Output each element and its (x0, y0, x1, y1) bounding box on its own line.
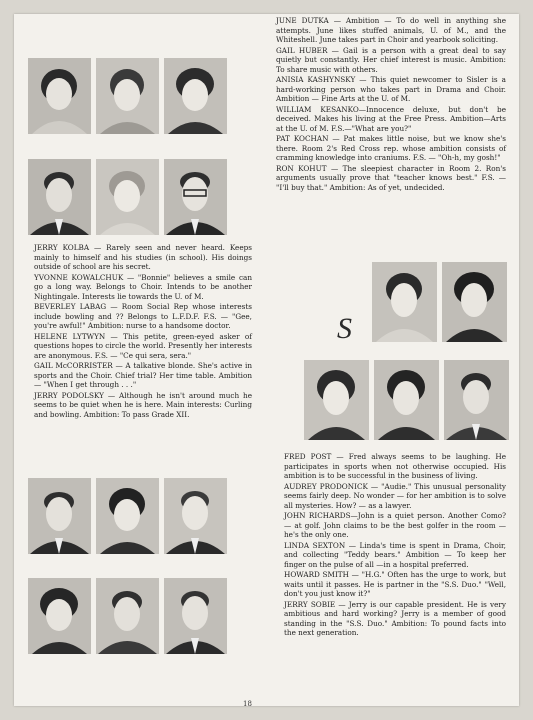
bio-column-right-top (276, 16, 506, 192)
portrait-photo (96, 578, 159, 654)
bio-entry: GAIL McCORRISTER — A talkative blonde. She's active in sports and the Choir. Chief trial? Her time table. Ambition — "When I get through . . ." (34, 361, 252, 389)
bio-entry: HELENE LYTWYN — This petite, green-eyed asker of questions hopes to circle the world. Presently her interests are anonymous. F.S. — "Ce qui sera, sera." (34, 331, 252, 360)
bio-entry: LINDA SEXTON — Linda's time is spent in Drama, Choir, and collecting "Teddy bears." Ambition — To keep her finger on the pulse of all —in a hospital preferred. (284, 540, 506, 569)
bio-entry: WILLIAM KESANKO—Innocence deluxe, but don't be deceived. Makes his living at the Free Press. Ambition—Arts at the U. of M. F.S.—"What are you?" (276, 104, 506, 133)
portrait-photo (96, 159, 159, 235)
portrait-photo (28, 478, 91, 554)
portrait-photo (372, 262, 437, 342)
bio-entry: BEVERLEY LABAG — Room Social Rep whose interests include bowling and ?? Belongs to L.F.D.F. F.S. — "Gee, you're awful!" Ambition: nurse to a handsome doctor. (34, 302, 252, 330)
portrait-photo (164, 578, 227, 654)
portrait-photo (444, 360, 509, 440)
bio-entry: GAIL HUBER — Gail is a person with a great deal to say quietly but constantly. Her chief interest is music. Ambition: To share music with others. (276, 45, 506, 74)
bio-entry: FRED POST — Fred always seems to be laughing. He participates in sports when not otherwise occupied. His ambition is to be successful in the business of living. (284, 452, 506, 480)
bio-entry: HOWARD SMITH — "H.G." Often has the urge to work, but waits until it passes. He is partner in the "S.S. Duo." "Well, don't you just know it?" (284, 570, 506, 598)
portrait-photo (164, 159, 227, 235)
portrait-photo (28, 58, 91, 134)
bio-entry: JUNE DUTKA — Ambition — To do well in anything she attempts. June likes stuffed animals, U. of M., and the Whiteshell. June takes part in Choir and yearbook soliciting. (276, 16, 506, 44)
bio-entry: JOHN RICHARDS—John is a quiet person. Another Como? — at golf. John claims to be the best golfer in the room — he's the only one. (284, 511, 506, 539)
page-number: 18 (243, 700, 252, 708)
bio-entry: JERRY PODOLSKY — Although he isn't around much he seems to be quiet when he is here. Main interests: Curling and bowling. Ambition: To pass Grade XII. (34, 390, 252, 419)
bio-entry: YVONNE KOWALCHUK — "Bonnie" believes a smile can go a long way. Belongs to Choir. Intends to be another Nightingale. Interests lie towards the U. of M. (34, 272, 252, 301)
bio-entry: AUDREY PRODONICK — "Audie." This unusual personality seems fairly deep. No wonder — for her ambition is to solve all mysteries. How? — as a lawyer. (284, 481, 506, 510)
bio-column-right-bottom (284, 452, 506, 638)
yearbook-page (14, 14, 519, 706)
portrait-photo (304, 360, 369, 440)
portrait-photo (28, 578, 91, 654)
section-letter: S (337, 312, 352, 345)
portrait-photo (442, 262, 507, 342)
bio-entry: ANISIA KASHYNSKY — This quiet newcomer to Sisler is a hard-working person who takes part in Drama and Choir. Ambition — Fine Arts at the U. of M. (276, 75, 506, 103)
bio-entry: RON KOHUT — The sleepiest character in Room 2. Ron's arguments usually prove that "teacher knows best." F.S. — "I'll buy that." Ambition: As of yet, undecided. (276, 163, 506, 192)
bio-entry: PAT KOCHAN — Pat makes little noise, but we know she's there. Room 2's Red Cross rep. whose ambition consists of cramming knowledge into craniums. F.S. — "Oh-h, my gosh!" (276, 134, 506, 162)
bio-entry: JERRY SOBIE — Jerry is our capable president. He is very ambitious and hard working? Jerry is a member of good standing in the "S.S. Duo." Ambition: To pound facts into the next generation. (284, 599, 506, 637)
portrait-photo (164, 478, 227, 554)
portrait-photo (96, 58, 159, 134)
portrait-photo (164, 58, 227, 134)
portrait-photo (374, 360, 439, 440)
portrait-photo (96, 478, 159, 554)
bio-column-left (34, 243, 252, 419)
bio-entry: JERRY KOLBA — Rarely seen and never heard. Keeps mainly to himself and his studies (in school). His doings outside of school are his secret. (34, 243, 252, 271)
portrait-photo (28, 159, 91, 235)
